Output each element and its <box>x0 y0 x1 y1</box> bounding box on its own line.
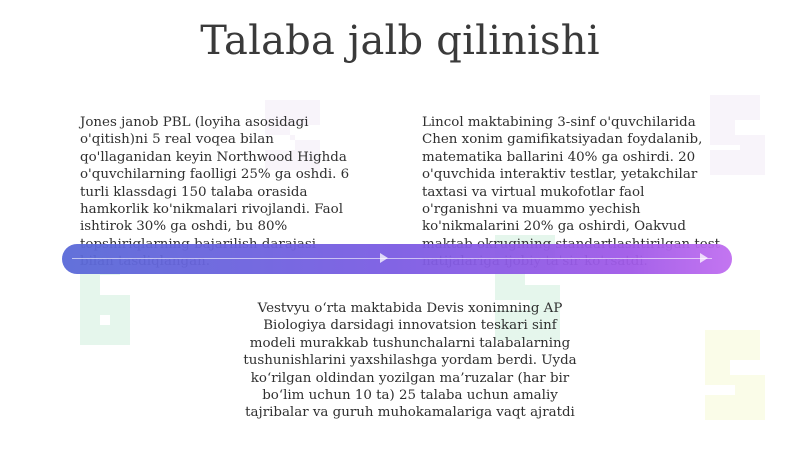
case-study-right: Lincol maktabining 3-sinf o'quvchilarida Chen xonim gamifikatsiyadan foydalanib, matematika ballarini 40% ga oshirdi. 20 o'quvchida interaktiv testlar, yetakchilar taxtasi va virtual mukofotlar faol o'rganishni va muammo yechish ko'nikmalarini 20% ga oshirdi, Oakvud <box>422 115 703 235</box>
timeline-line <box>72 258 712 259</box>
timeline-arrow-icon <box>700 253 708 263</box>
case-study-center: Vestvyu o‘rta maktabida Devis xonimning AP Biologiya darsidagi innovatsion teskari sinf modeli murakkab tushunchalarni talabalarning tushunishlarini yaxshilashga yordam berdi. Uyda ko‘rilgan oldindan yozilgan ma’ruzalar (har bir bo‘lim uchun 10 ta) 25 talaba uchun amaliy tajribalar va guruh muhokamalariga vaqt ajratdi <box>243 301 577 421</box>
slide-title: Talaba jalb qilinishi <box>200 18 600 64</box>
timeline-bar <box>62 244 732 274</box>
case-study-left: Jones janob PBL (loyiha asosidagi o'qitish)ni 5 real voqea bilan qo'llaganidan keyin Northwood Highda o'quvchilarning faolligi 25% ga oshdi. 6 turli klassdagi 150 talaba orasida hamkorlik ko'nikmalari rivojlandi. Faol ishtirok 30% ga oshdi, bu 80% <box>80 115 350 235</box>
watermark-logo-icon <box>690 320 780 430</box>
timeline-arrow-icon <box>380 253 388 263</box>
